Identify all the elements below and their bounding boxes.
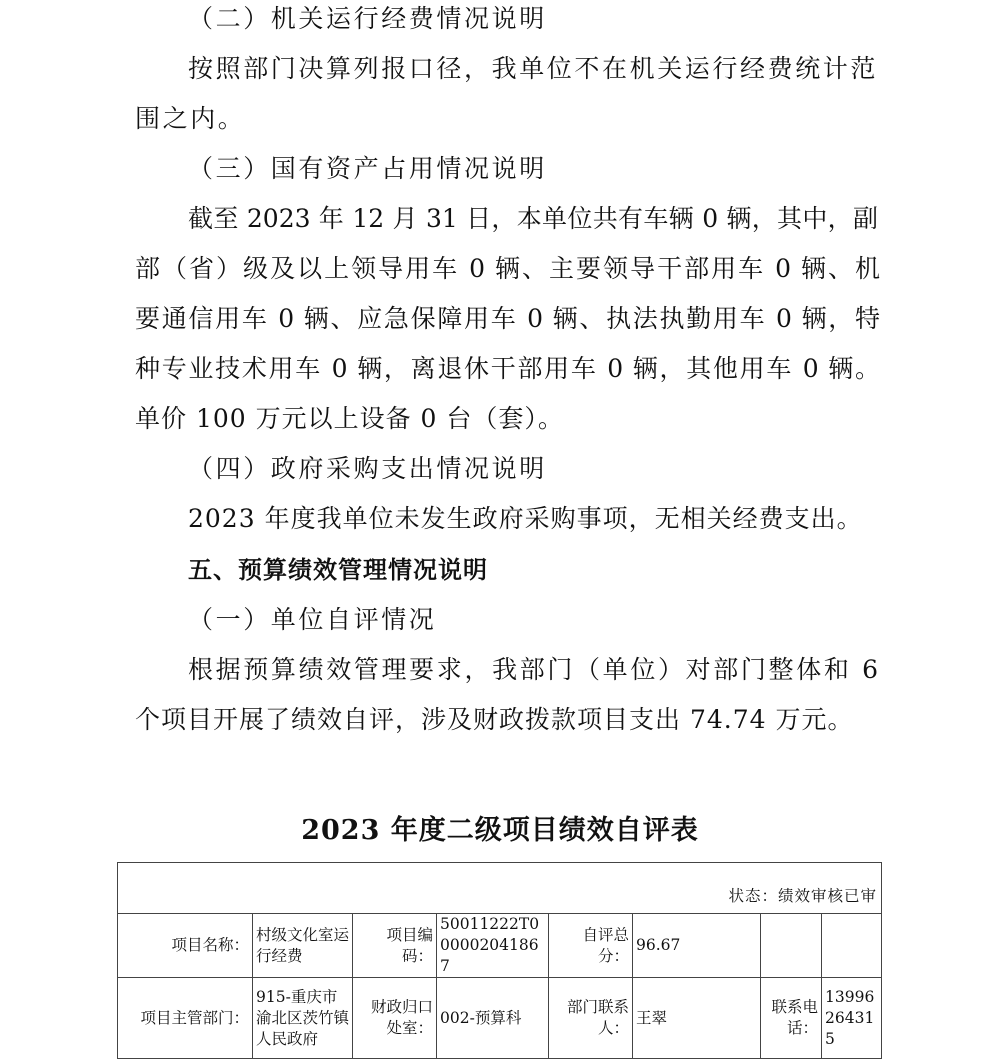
contact-value: 王翠 xyxy=(633,978,761,1059)
contact-label: 部门联系人： xyxy=(549,978,633,1059)
section-heading-state-assets: （三）国有资产占用情况说明 xyxy=(188,154,547,183)
section-heading-self-evaluation: （一）单位自评情况 xyxy=(188,605,437,634)
section-heading-government-procurement: （四）政府采购支出情况说明 xyxy=(188,454,547,483)
dept-value: 915-重庆市渝北区茨竹镇人民政府 xyxy=(253,978,353,1059)
paragraph-self-evaluation-line-2: 个项目开展了绩效自评，涉及财政拨款项目支出 74.74 万元。 xyxy=(135,705,854,734)
table-status: 状态：绩效审核已审 xyxy=(118,863,882,914)
paragraph-assets-line-2: 部（省）级及以上领导用车 0 辆、主要领导干部用车 0 辆、机 xyxy=(135,254,880,283)
project-code-value: 50011222T000002041867 xyxy=(437,914,549,978)
score-value: 96.67 xyxy=(633,914,761,978)
project-name-value: 村级文化室运行经费 xyxy=(253,914,353,978)
dept-label: 项目主管部门： xyxy=(118,978,253,1059)
paragraph-procurement: 2023 年度我单位未发生政府采购事项，无相关经费支出。 xyxy=(188,504,863,533)
project-evaluation-table xyxy=(117,862,882,1059)
finance-office-label: 财政归口处室： xyxy=(353,978,437,1059)
paragraph-self-evaluation-line-1: 根据预算绩效管理要求，我部门（单位）对部门整体和 6 xyxy=(188,655,878,684)
section-heading-performance-management: 五、预算绩效管理情况说明 xyxy=(188,556,488,584)
paragraph-assets-line-1: 截至 2023 年 12 月 31 日，本单位共有车辆 0 辆，其中，副 xyxy=(188,204,878,233)
phone-label: 联系电话： xyxy=(761,978,822,1059)
paragraph-operating-costs-line-1: 按照部门决算列报口径，我单位不在机关运行经费统计范 xyxy=(188,54,879,83)
empty-cell xyxy=(761,914,822,978)
phone-value: 13996264315 xyxy=(822,978,882,1059)
paragraph-assets-line-5: 单价 100 万元以上设备 0 台（套）。 xyxy=(135,404,564,433)
empty-cell xyxy=(822,914,882,978)
project-code-label: 项目编码： xyxy=(353,914,437,978)
paragraph-assets-line-4: 种专业技术用车 0 辆，离退休干部用车 0 辆，其他用车 0 辆。 xyxy=(135,354,880,383)
finance-office-value: 002-预算科 xyxy=(437,978,549,1059)
table-title: 2023 年度二级项目绩效自评表 xyxy=(301,815,699,846)
paragraph-assets-line-3: 要通信用车 0 辆、应急保障用车 0 辆、执法执勤用车 0 辆，特 xyxy=(135,304,880,333)
project-name-label: 项目名称： xyxy=(118,914,253,978)
paragraph-operating-costs-line-2: 围之内。 xyxy=(135,104,246,133)
section-heading-operating-costs: （二）机关运行经费情况说明 xyxy=(188,4,547,33)
score-label: 自评总分： xyxy=(549,914,633,978)
